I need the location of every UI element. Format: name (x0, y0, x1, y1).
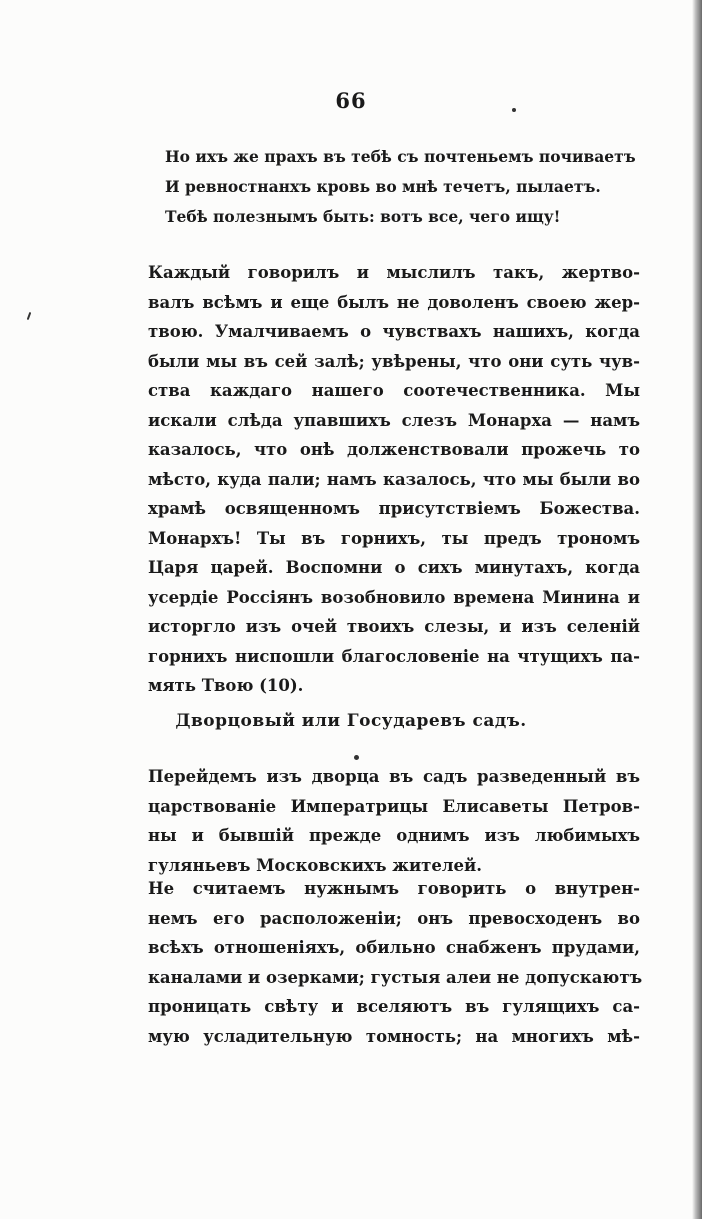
text-line: были мы въ сей залѣ; увѣрены, что они суть чув- (148, 351, 640, 371)
text-line: Каждый говорилъ и мыслилъ такъ, жертво- (148, 263, 640, 282)
text-line: Монархъ! Ты въ горнихъ, ты предъ трономъ (148, 528, 640, 548)
verse-block (165, 142, 645, 232)
section-heading: Дворцовый или Государевъ садъ. (175, 711, 527, 731)
text-line: мую усладительную томность; на многихъ мѣ- (148, 1026, 640, 1046)
ink-speck (354, 755, 359, 760)
text-line: Перейдемъ изъ дворца въ садъ разведенный въ (148, 767, 640, 786)
text-line: твою. Умалчиваемъ о чувствахъ нашихъ, когда (148, 322, 640, 341)
text-line: храмѣ освященномъ присутствіемъ Божества. (148, 499, 640, 518)
text-line: искали слѣда упавшихъ слезъ Монарха — намъ (148, 410, 640, 430)
text-line: Царя царей. Воспомни о сихъ минутахъ, когда (148, 558, 640, 577)
text-line: немъ его расположеніи; онъ превосходенъ во (148, 908, 640, 928)
text-line: мѣсто, куда пали; намъ казалось, что мы были во (148, 469, 640, 489)
text-line: мять Твою (10). (148, 676, 304, 695)
page-number: 66 (335, 88, 367, 113)
text-line: казалось, что онѣ долженствовали прожечь то (148, 440, 640, 459)
text-line: проницать свѣту и вселяютъ въ гулящихъ са- (148, 997, 640, 1016)
text-line: исторгло изъ очей твоихъ слезы, и изъ селеній (148, 617, 640, 636)
verse-line: Но ихъ же прахъ въ тебѣ съ почтеньемъ почиваетъ (165, 147, 636, 166)
text-line: каналами и озерками; густыя алеи не допускаютъ (148, 967, 643, 987)
text-line: всѣхъ отношеніяхъ, обильно снабженъ прудами, (148, 938, 640, 957)
paragraph-garden-layout (148, 874, 643, 1051)
paragraph-throne-hall (148, 258, 640, 701)
text-line: валъ всѣмъ и еще былъ не доволенъ своею жер- (148, 292, 640, 312)
verse-line: Тебѣ полезнымъ быть: вотъ все, чего ищу! (165, 207, 561, 226)
text-line: усердіе Россіянъ возобновило времена Минина и (148, 587, 640, 607)
text-line: Не считаемъ нужнымъ говорить о внутрен- (148, 879, 640, 898)
verse-line: И ревностнанхъ кровь во мнѣ течетъ, пылаетъ. (165, 177, 601, 196)
text-line: ства каждаго нашего соотечественника. Мы (148, 381, 640, 400)
text-line: ны и бывшій прежде однимъ изъ любимыхъ (148, 826, 640, 845)
text-line: горнихъ ниспошли благословеніе на чтущихъ па- (148, 646, 640, 666)
text-line: царствованіе Императрицы Елисаветы Петров- (148, 796, 640, 816)
page-edge-shadow (692, 0, 702, 1219)
ink-speck (512, 108, 516, 112)
text-line: гуляньевъ Московскихъ жителей. (148, 855, 483, 875)
ink-speck (27, 312, 32, 320)
paragraph-garden-intro (148, 762, 640, 880)
